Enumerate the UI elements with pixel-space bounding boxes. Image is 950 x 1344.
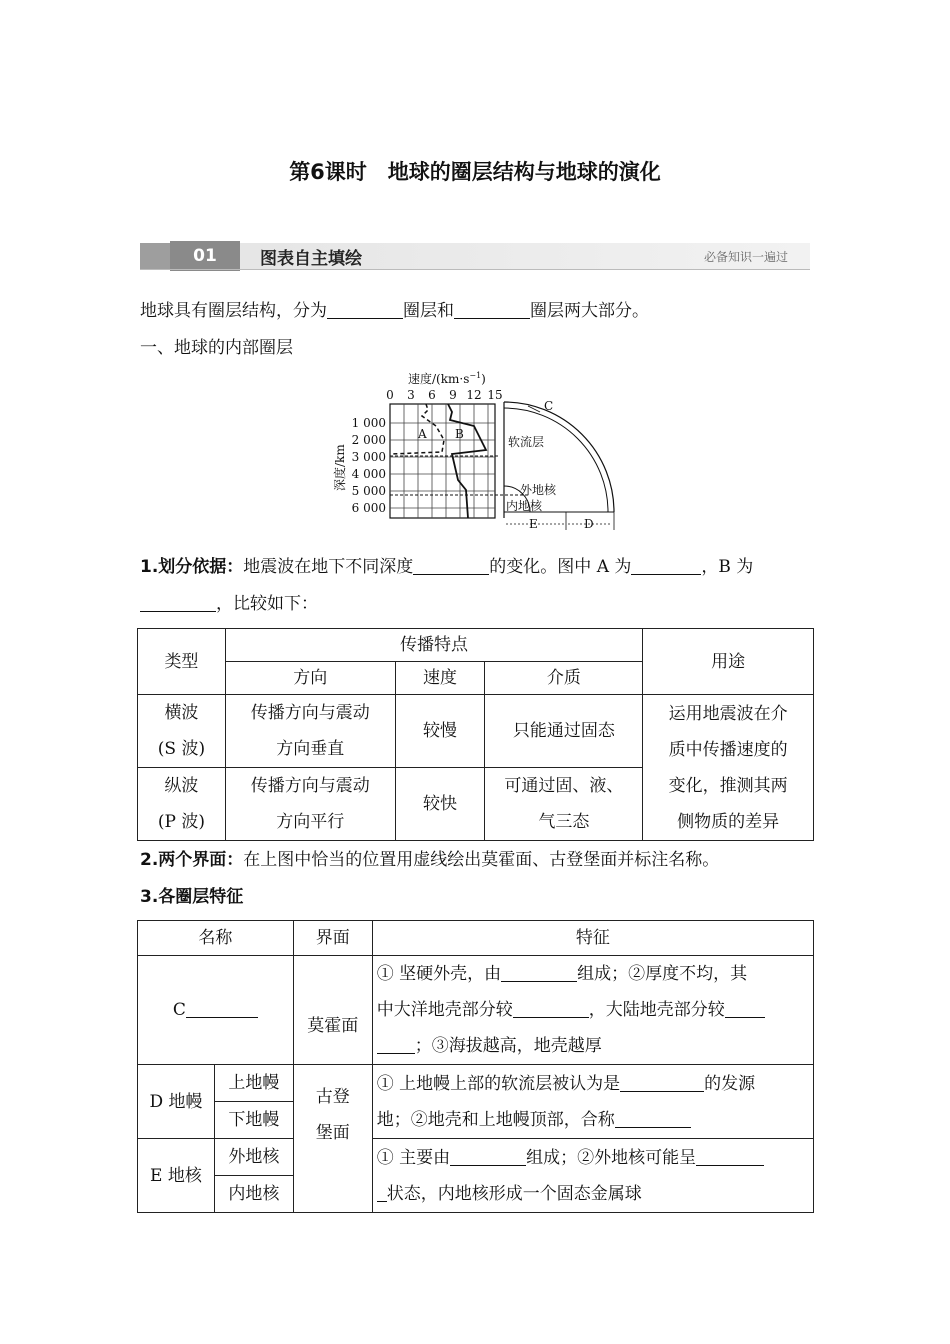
y-tick: 4 000 bbox=[351, 467, 386, 481]
blank[interactable] bbox=[377, 1181, 387, 1202]
table-row bbox=[138, 1139, 814, 1176]
label-d: D bbox=[584, 517, 594, 531]
blank[interactable] bbox=[513, 997, 589, 1018]
y-tick: 1 000 bbox=[351, 416, 386, 430]
x-tick: 6 bbox=[428, 388, 436, 402]
label-outer-core: 外地核 bbox=[520, 483, 557, 497]
item2: 2.两个界面：在上图中恰当的位置用虚线绘出莫霍面、古登堡面并标注名称。 bbox=[140, 850, 720, 870]
blank[interactable] bbox=[696, 1145, 764, 1166]
header-interface: 界面 bbox=[293, 921, 372, 956]
table-row bbox=[138, 695, 814, 768]
table-row bbox=[138, 1065, 814, 1102]
layer-features-table bbox=[137, 920, 814, 1213]
blank[interactable] bbox=[140, 591, 216, 612]
depth-axis-label: 深度/km bbox=[333, 444, 347, 491]
label-e: E bbox=[529, 517, 538, 531]
blank[interactable] bbox=[631, 554, 701, 575]
wave-medium: 可通过固、液、 气三态 bbox=[485, 768, 643, 841]
y-tick: 3 000 bbox=[351, 450, 386, 464]
header-type: 类型 bbox=[138, 629, 226, 695]
banner-subtitle: 必备知识一遍过 bbox=[703, 250, 788, 264]
x-tick: 0 bbox=[386, 388, 394, 402]
x-tick: 9 bbox=[449, 388, 457, 402]
wave-type: 横波 (S 波) bbox=[138, 695, 226, 768]
wave-medium: 只能通过固态 bbox=[485, 695, 643, 768]
blank[interactable] bbox=[327, 298, 403, 319]
crust-feature: ① 坚硬外壳，由 组成；②厚度不均，其 中大洋地壳部分较 ，大陆地壳部分较 ；③海拔越高，地壳越厚 bbox=[372, 956, 813, 1065]
wave-direction: 传播方向与震动 方向垂直 bbox=[225, 695, 395, 768]
item1-line1: 1.划分依据：地震波在地下不同深度 的变化。图中 A 为 ，B 为 bbox=[140, 549, 753, 585]
label-c: C bbox=[544, 399, 554, 413]
blank[interactable] bbox=[620, 1071, 704, 1092]
wave-type: 纵波 (P 波) bbox=[138, 768, 226, 841]
mantle-feature: ① 上地幔上部的软流层被认为是 的发源 地；②地壳和上地幔顶部，合称 bbox=[372, 1065, 813, 1139]
header-medium: 介质 bbox=[485, 662, 643, 695]
blank[interactable] bbox=[501, 961, 577, 982]
earth-structure-figure bbox=[328, 368, 624, 534]
x-tick: 3 bbox=[407, 388, 415, 402]
label-inner-core: 内地核 bbox=[506, 499, 543, 513]
y-tick: 2 000 bbox=[351, 433, 386, 447]
header-use: 用途 bbox=[643, 629, 814, 695]
wave-direction: 传播方向与震动 方向平行 bbox=[225, 768, 395, 841]
item3-heading: 3.各圈层特征 bbox=[140, 887, 244, 907]
section-banner bbox=[140, 239, 810, 271]
p-wave-curve bbox=[448, 404, 486, 518]
header-name: 名称 bbox=[138, 921, 294, 956]
core-feature: ① 主要由 组成；②外地核可能呈 状态，内地核形成一个固态金属球 bbox=[372, 1139, 813, 1213]
wave-speed: 较慢 bbox=[395, 695, 485, 768]
blank[interactable] bbox=[615, 1107, 691, 1128]
s-wave-curve bbox=[390, 404, 444, 454]
blank[interactable] bbox=[725, 997, 765, 1018]
table-row bbox=[138, 956, 814, 1065]
inner-core: 内地核 bbox=[214, 1176, 293, 1213]
use-cell: 运用地震波在介 质中传播速度的 变化，推测其两 侧物质的差异 bbox=[643, 695, 814, 841]
y-tick: 5 000 bbox=[351, 484, 386, 498]
x-tick: 12 bbox=[466, 388, 482, 402]
wave-speed: 较快 bbox=[395, 768, 485, 841]
y-tick: 6 000 bbox=[351, 501, 386, 515]
lower-mantle: 下地幔 bbox=[214, 1102, 293, 1139]
header-direction: 方向 bbox=[225, 662, 395, 695]
mantle-name: D 地幔 bbox=[138, 1065, 215, 1139]
blank[interactable] bbox=[450, 1145, 526, 1166]
seismic-wave-table bbox=[137, 628, 814, 841]
banner-number: 01 bbox=[170, 241, 240, 271]
blank[interactable] bbox=[186, 997, 258, 1018]
gutenberg-interface: 古登 堡面 bbox=[293, 1065, 372, 1213]
page-title: 第6课时 地球的圈层结构与地球的演化 bbox=[289, 160, 661, 184]
x-tick: 15 bbox=[487, 388, 503, 402]
header-features: 传播特点 bbox=[225, 629, 642, 662]
intro-paragraph: 地球具有圈层结构，分为 圈层和 圈层两大部分。 bbox=[140, 293, 649, 329]
header-feature: 特征 bbox=[372, 921, 813, 956]
label-b: B bbox=[455, 427, 464, 441]
item1-line2: ，比较如下： bbox=[140, 586, 318, 622]
label-a: A bbox=[418, 427, 427, 441]
blank[interactable] bbox=[413, 554, 489, 575]
label-asthenosphere: 软流层 bbox=[508, 435, 545, 449]
blank[interactable] bbox=[377, 1033, 415, 1054]
banner-label: 图表自主填绘 bbox=[260, 249, 362, 269]
upper-mantle: 上地幔 bbox=[214, 1065, 293, 1102]
moho-interface: 莫霍面 bbox=[293, 956, 372, 1065]
core-name: E 地核 bbox=[138, 1139, 215, 1213]
speed-axis-label: 速度$/(km\cdot s^{-1})$ bbox=[408, 371, 486, 386]
banner-underline bbox=[140, 269, 810, 270]
crust-name: C bbox=[138, 956, 294, 1065]
section-heading: 一、地球的内部圈层 bbox=[140, 338, 293, 358]
outer-core: 外地核 bbox=[214, 1139, 293, 1176]
blank[interactable] bbox=[454, 298, 530, 319]
header-speed: 速度 bbox=[395, 662, 485, 695]
